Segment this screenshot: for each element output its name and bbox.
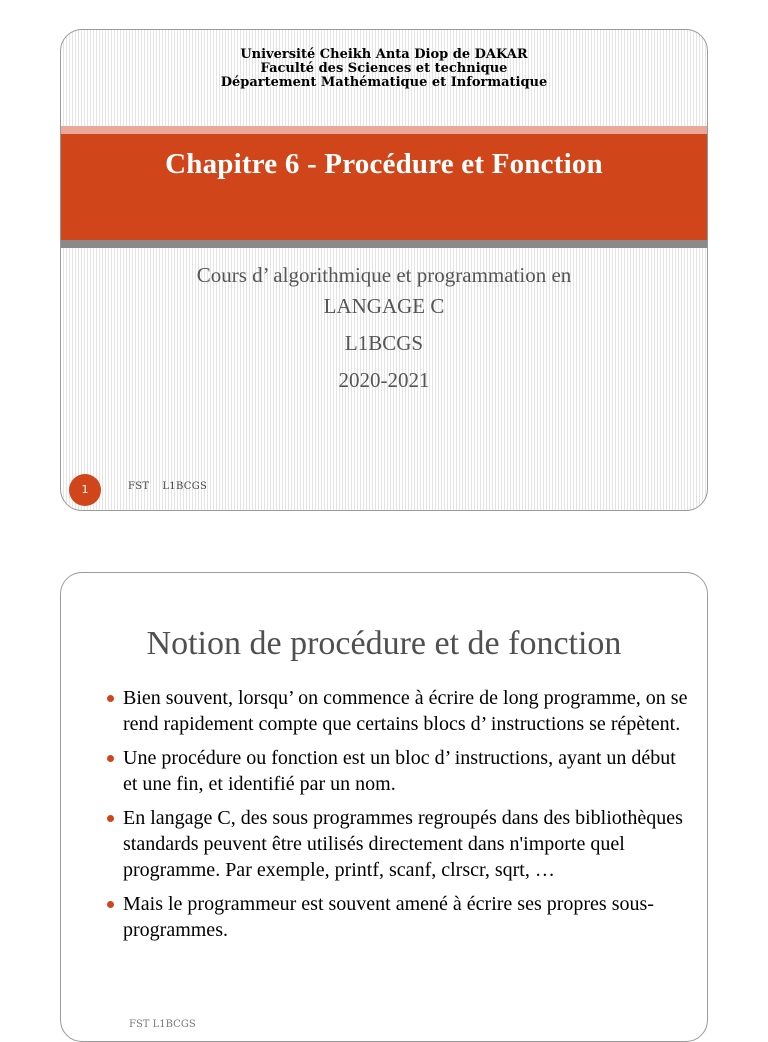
department-name: Département Mathématique et Informatique	[220, 75, 548, 90]
course-line-1: Cours d’ algorithmique et programmation en	[196, 263, 572, 287]
university-name: Université Cheikh Anta Diop de DAKAR	[240, 47, 528, 62]
slide-title: Notion de procédure et de fonction	[146, 625, 622, 662]
class-name: L1BCGS	[344, 331, 424, 355]
slide-footer	[128, 481, 220, 492]
title-band-bottom-stripe	[61, 240, 707, 248]
bullet-dot-icon	[107, 815, 114, 822]
bullet-dot-icon	[107, 695, 114, 702]
slide-number-badge: 1	[69, 474, 101, 506]
title-band-top-stripe	[61, 126, 707, 134]
content-slide	[60, 572, 708, 1042]
footer-institution: FST	[128, 481, 150, 492]
slide-footer: FST L1BCGS	[129, 1019, 196, 1030]
bullet-list	[107, 685, 691, 951]
bullet-item: En langage C, des sous programmes regroupés dans des bibliothèques standards peuvent être utilisés directement dans n'importe quel programme. Par exemple, printf, scanf, clrscr, sqrt, …	[107, 805, 691, 883]
bullet-item: Une procédure ou fonction est un bloc d’ instructions, ayant un début et une fin, et identifié par un nom.	[107, 745, 691, 797]
footer-class: L1BCGS	[162, 481, 208, 492]
chapter-title: Chapitre 6 - Procédure et Fonction	[165, 148, 603, 180]
bullet-item: Mais le programmeur est souvent amené à écrire ses propres sous-programmes.	[107, 891, 691, 943]
bullet-dot-icon	[107, 755, 114, 762]
course-subtitle	[61, 260, 707, 396]
academic-year: 2020-2021	[338, 368, 430, 392]
faculty-name: Faculté des Sciences et technique	[260, 61, 508, 76]
bullet-dot-icon	[107, 901, 114, 908]
course-line-2: LANGAGE C	[323, 294, 445, 318]
bullet-item: Bien souvent, lorsqu’ on commence à écrire de long programme, on se rend rapidement compte que certains blocs d’ instructions se répètent.	[107, 685, 691, 737]
institution-header	[61, 48, 707, 90]
title-slide	[60, 29, 708, 511]
